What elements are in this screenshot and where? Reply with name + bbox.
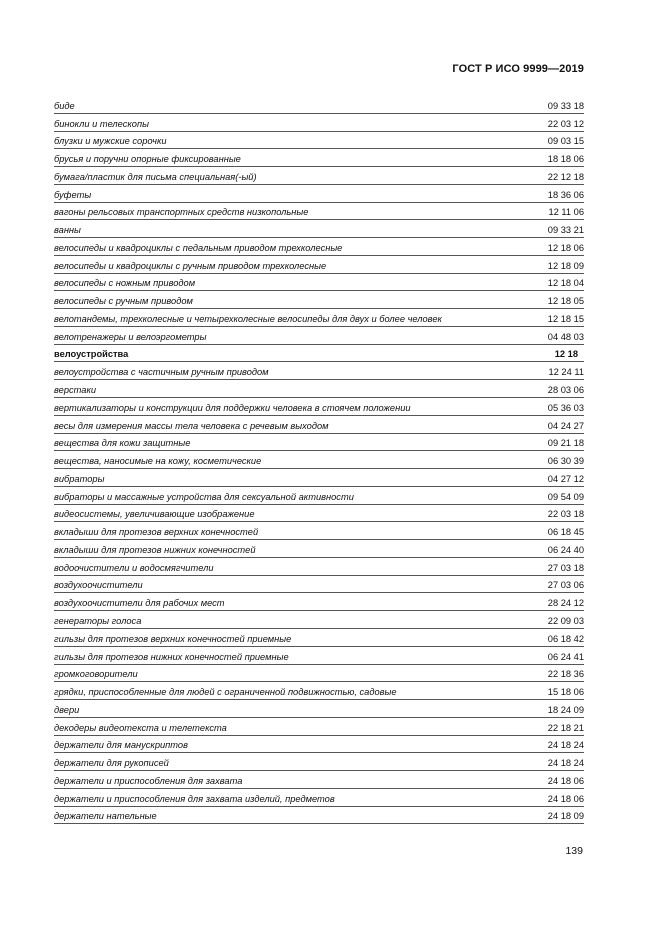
index-term: гильзы для протезов нижних конечностей приемные xyxy=(54,651,289,662)
index-row xyxy=(54,220,584,238)
index-row xyxy=(54,682,584,700)
index-table xyxy=(54,96,584,824)
index-code: 24 18 24 xyxy=(547,740,584,751)
index-code: 12 18 xyxy=(554,349,578,360)
index-term: двери xyxy=(54,704,80,715)
index-row xyxy=(54,416,584,434)
index-row xyxy=(54,540,584,558)
index-term: велотренажеры и велоэргометры xyxy=(54,331,207,342)
index-term: блузки и мужские сорочки xyxy=(54,136,167,147)
index-term: брусья и поручни опорные фиксированные xyxy=(54,154,241,165)
index-term: держатели и приспособления для захвата изделий, предметов xyxy=(54,793,335,804)
index-term: биде xyxy=(54,100,75,111)
index-code: 22 18 36 xyxy=(547,669,584,680)
index-code: 18 24 09 xyxy=(547,704,584,715)
index-row xyxy=(54,700,584,718)
index-code: 27 03 18 xyxy=(547,562,584,573)
index-term: велосипеды и квадроциклы с ручным приводом трехколесные xyxy=(54,260,327,271)
index-code: 28 03 06 xyxy=(547,385,584,396)
index-row xyxy=(54,753,584,771)
index-term: водоочистители и водосмягчители xyxy=(54,562,214,573)
index-code: 22 12 18 xyxy=(547,171,584,182)
index-row xyxy=(54,96,584,114)
index-row xyxy=(54,132,584,150)
index-code: 22 03 12 xyxy=(547,118,584,129)
index-row xyxy=(54,256,584,274)
index-code: 06 30 39 xyxy=(547,456,584,467)
document-header: ГОСТ Р ИСО 9999—2019 xyxy=(452,63,584,75)
index-code: 05 36 03 xyxy=(547,402,584,413)
index-term: вкладыши для протезов верхних конечностей xyxy=(54,527,259,538)
index-code: 22 03 18 xyxy=(547,509,584,520)
index-code: 06 18 42 xyxy=(547,633,584,644)
index-code: 22 09 03 xyxy=(547,615,584,626)
page-number: 139 xyxy=(565,845,583,857)
index-code: 12 18 04 xyxy=(547,278,584,289)
index-term: генераторы голоса xyxy=(54,615,142,626)
index-term: гильзы для протезов верхних конечностей приемные xyxy=(54,633,292,644)
index-code: 06 24 41 xyxy=(547,651,584,662)
index-code: 12 18 09 xyxy=(547,260,584,271)
index-term: воздухоочистители xyxy=(54,580,143,591)
index-code: 27 03 06 xyxy=(547,580,584,591)
index-code: 06 18 45 xyxy=(547,527,584,538)
index-code: 04 24 27 xyxy=(547,420,584,431)
index-term: велосипеды и квадроциклы с педальным приводом трехколесные xyxy=(54,242,343,253)
index-code: 09 33 18 xyxy=(547,100,584,111)
index-term: велоустройства xyxy=(54,349,129,360)
index-term: вещества для кожи защитные xyxy=(54,438,191,449)
index-code: 18 18 06 xyxy=(547,154,584,165)
index-term: видеосистемы, увеличивающие изображение xyxy=(54,509,255,520)
index-row xyxy=(54,522,584,540)
index-code: 04 48 03 xyxy=(547,331,584,342)
index-row xyxy=(54,593,584,611)
index-row xyxy=(54,505,584,523)
index-term: воздухоочистители для рабочих мест xyxy=(54,598,225,609)
index-term: велотандемы, трехколесные и четырехколесные велосипеды для двух и более человек xyxy=(54,313,442,324)
index-row xyxy=(54,238,584,256)
index-row xyxy=(54,185,584,203)
index-code: 15 18 06 xyxy=(547,687,584,698)
index-code: 22 18 21 xyxy=(547,722,584,733)
index-code: 09 54 09 xyxy=(547,491,584,502)
index-code: 24 18 06 xyxy=(547,793,584,804)
index-code: 12 11 06 xyxy=(548,207,584,218)
index-section-row xyxy=(54,345,584,363)
index-code: 18 36 06 xyxy=(547,189,584,200)
index-row xyxy=(54,434,584,452)
index-row xyxy=(54,469,584,487)
index-row xyxy=(54,576,584,594)
index-term: вертикализаторы и конструкции для поддержки человека в стоячем положении xyxy=(54,402,411,413)
index-row xyxy=(54,487,584,505)
index-code: 12 18 05 xyxy=(547,296,584,307)
index-term: верстаки xyxy=(54,385,97,396)
index-term: громкоговорители xyxy=(54,669,138,680)
index-row xyxy=(54,718,584,736)
index-row xyxy=(54,736,584,754)
index-code: 24 18 09 xyxy=(547,811,584,822)
index-row xyxy=(54,451,584,469)
index-term: весы для измерения массы тела человека с речевым выходом xyxy=(54,420,329,431)
index-row xyxy=(54,309,584,327)
index-code: 09 33 21 xyxy=(547,225,584,236)
index-code: 24 18 24 xyxy=(547,758,584,769)
index-row xyxy=(54,380,584,398)
index-row xyxy=(54,665,584,683)
index-term: бинокли и телескопы xyxy=(54,118,149,129)
index-term: вещества, наносимые на кожу, косметические xyxy=(54,456,262,467)
index-row xyxy=(54,327,584,345)
index-row xyxy=(54,771,584,789)
index-row xyxy=(54,149,584,167)
index-term: велоустройства с частичным ручным приводом xyxy=(54,367,269,378)
index-term: вагоны рельсовых транспортных средств низкопольные xyxy=(54,207,309,218)
index-term: велосипеды с ручным приводом xyxy=(54,296,193,307)
index-row xyxy=(54,647,584,665)
index-term: держатели для манускриптов xyxy=(54,740,188,751)
index-term: вибраторы xyxy=(54,473,105,484)
index-row xyxy=(54,611,584,629)
index-code: 12 18 15 xyxy=(547,313,584,324)
index-row xyxy=(54,807,584,825)
index-code: 28 24 12 xyxy=(547,598,584,609)
index-code: 24 18 06 xyxy=(547,775,584,786)
index-term: держатели нательные xyxy=(54,811,157,822)
index-term: бумага/пластик для письма специальная(-ый) xyxy=(54,171,257,182)
index-row xyxy=(54,789,584,807)
index-row xyxy=(54,362,584,380)
index-term: велосипеды с ножным приводом xyxy=(54,278,196,289)
index-row xyxy=(54,203,584,221)
index-row xyxy=(54,114,584,132)
index-term: буфеты xyxy=(54,189,92,200)
index-code: 09 21 18 xyxy=(547,438,584,449)
index-row xyxy=(54,291,584,309)
index-term: грядки, приспособленные для людей с ограниченной подвижностью, садовые xyxy=(54,687,397,698)
index-code: 09 03 15 xyxy=(547,136,584,147)
index-term: ванны xyxy=(54,225,81,236)
index-term: вибраторы и массажные устройства для сексуальной активности xyxy=(54,491,354,502)
index-row xyxy=(54,629,584,647)
index-code: 12 18 06 xyxy=(547,242,584,253)
index-term: вкладыши для протезов нижних конечностей xyxy=(54,544,256,555)
index-term: держатели и приспособления для захвата xyxy=(54,775,243,786)
index-term: держатели для рукописей xyxy=(54,758,169,769)
index-row xyxy=(54,558,584,576)
index-code: 04 27 12 xyxy=(547,473,584,484)
index-row xyxy=(54,167,584,185)
index-row xyxy=(54,398,584,416)
index-term: декодеры видеотекста и телетекста xyxy=(54,722,227,733)
index-code: 12 24 11 xyxy=(548,367,584,378)
index-row xyxy=(54,274,584,292)
index-code: 06 24 40 xyxy=(547,544,584,555)
